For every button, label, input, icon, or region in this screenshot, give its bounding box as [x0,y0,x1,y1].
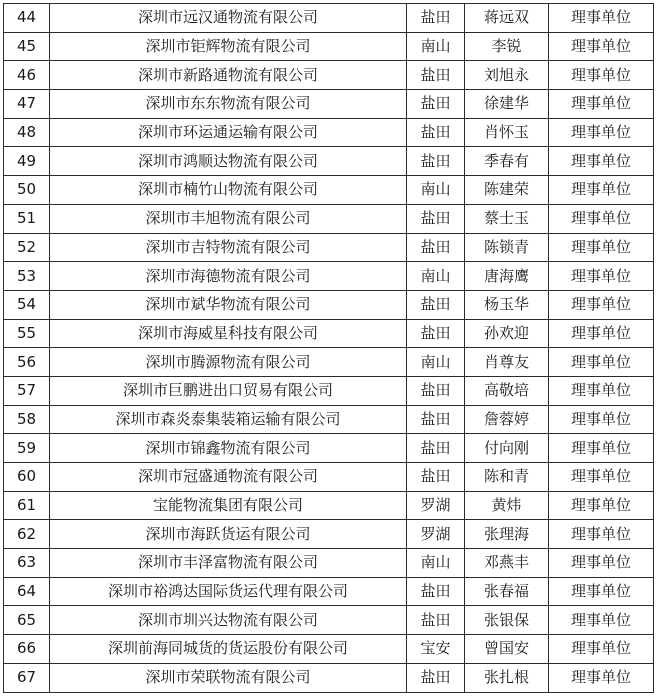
member-role-cell: 理事单位 [549,204,654,233]
district-cell: 罗湖 [407,520,465,549]
member-role-cell: 理事单位 [549,606,654,635]
company-name-cell: 深圳市海威星科技有限公司 [50,319,407,348]
row-number-cell: 62 [4,520,50,549]
company-name-cell: 深圳市海跃货运有限公司 [50,520,407,549]
table-row [4,405,654,434]
company-name-cell: 深圳市荣联物流有限公司 [50,663,407,692]
table-row [4,32,654,61]
member-role-cell: 理事单位 [549,61,654,90]
district-cell: 盐田 [407,204,465,233]
district-cell: 盐田 [407,61,465,90]
table-row [4,90,654,119]
company-name-cell: 宝能物流集团有限公司 [50,491,407,520]
table-row [4,319,654,348]
table-row [4,118,654,147]
district-cell: 盐田 [407,90,465,119]
table-row [4,663,654,692]
contact-person-cell: 张理海 [465,520,549,549]
company-name-cell: 深圳市东东物流有限公司 [50,90,407,119]
district-cell: 罗湖 [407,491,465,520]
member-role-cell: 理事单位 [549,4,654,33]
table-row [4,463,654,492]
district-cell: 盐田 [407,147,465,176]
member-role-cell: 理事单位 [549,290,654,319]
table-row [4,635,654,664]
contact-person-cell: 高敬培 [465,376,549,405]
contact-person-cell: 李锐 [465,32,549,61]
table-row [4,434,654,463]
contact-person-cell: 陈锁青 [465,233,549,262]
company-name-cell: 深圳市森炎泰集装箱运输有限公司 [50,405,407,434]
table-row [4,262,654,291]
company-name-cell: 深圳市钜辉物流有限公司 [50,32,407,61]
member-role-cell: 理事单位 [549,147,654,176]
member-role-cell: 理事单位 [549,405,654,434]
table-row [4,348,654,377]
row-number-cell: 56 [4,348,50,377]
contact-person-cell: 肖怀玉 [465,118,549,147]
row-number-cell: 67 [4,663,50,692]
member-role-cell: 理事单位 [549,520,654,549]
member-role-cell: 理事单位 [549,635,654,664]
member-role-cell: 理事单位 [549,663,654,692]
district-cell: 南山 [407,549,465,578]
contact-person-cell: 蒋远双 [465,4,549,33]
row-number-cell: 46 [4,61,50,90]
contact-person-cell: 张银保 [465,606,549,635]
member-role-cell: 理事单位 [549,434,654,463]
row-number-cell: 61 [4,491,50,520]
contact-person-cell: 张春福 [465,577,549,606]
company-name-cell: 深圳市腾源物流有限公司 [50,348,407,377]
company-name-cell: 深圳市斌华物流有限公司 [50,290,407,319]
row-number-cell: 65 [4,606,50,635]
row-number-cell: 59 [4,434,50,463]
company-name-cell: 深圳市丰泽富物流有限公司 [50,549,407,578]
member-role-cell: 理事单位 [549,549,654,578]
row-number-cell: 55 [4,319,50,348]
table-row [4,577,654,606]
company-name-cell: 深圳市环运通运输有限公司 [50,118,407,147]
district-cell: 盐田 [407,118,465,147]
table-row [4,61,654,90]
company-name-cell: 深圳市冠盛通物流有限公司 [50,463,407,492]
company-name-cell: 深圳市圳兴达物流有限公司 [50,606,407,635]
member-role-cell: 理事单位 [549,348,654,377]
member-role-cell: 理事单位 [549,176,654,205]
company-name-cell: 深圳市远汉通物流有限公司 [50,4,407,33]
contact-person-cell: 曾国安 [465,635,549,664]
district-cell: 南山 [407,262,465,291]
district-cell: 盐田 [407,463,465,492]
row-number-cell: 57 [4,376,50,405]
member-role-cell: 理事单位 [549,118,654,147]
contact-person-cell: 付向刚 [465,434,549,463]
contact-person-cell: 蔡士玉 [465,204,549,233]
company-name-cell: 深圳市裕鸿达国际货运代理有限公司 [50,577,407,606]
member-role-cell: 理事单位 [549,577,654,606]
company-name-cell: 深圳市丰旭物流有限公司 [50,204,407,233]
member-role-cell: 理事单位 [549,376,654,405]
contact-person-cell: 黄炜 [465,491,549,520]
company-name-cell: 深圳市海德物流有限公司 [50,262,407,291]
table-row [4,147,654,176]
district-cell: 盐田 [407,319,465,348]
row-number-cell: 47 [4,90,50,119]
row-number-cell: 51 [4,204,50,233]
member-role-cell: 理事单位 [549,32,654,61]
district-cell: 宝安 [407,635,465,664]
company-name-cell: 深圳市锦鑫物流有限公司 [50,434,407,463]
contact-person-cell: 张扎根 [465,663,549,692]
table-row [4,376,654,405]
row-number-cell: 52 [4,233,50,262]
district-cell: 盐田 [407,663,465,692]
row-number-cell: 44 [4,4,50,33]
row-number-cell: 54 [4,290,50,319]
district-cell: 盐田 [407,376,465,405]
member-role-cell: 理事单位 [549,463,654,492]
table-row [4,290,654,319]
table-body [4,4,654,693]
company-name-cell: 深圳市巨鹏进出口贸易有限公司 [50,376,407,405]
district-cell: 盐田 [407,233,465,262]
row-number-cell: 60 [4,463,50,492]
contact-person-cell: 陈和青 [465,463,549,492]
member-role-cell: 理事单位 [549,90,654,119]
district-cell: 盐田 [407,577,465,606]
contact-person-cell: 詹蓉婷 [465,405,549,434]
district-cell: 南山 [407,348,465,377]
company-name-cell: 深圳市楠竹山物流有限公司 [50,176,407,205]
table-row [4,233,654,262]
contact-person-cell: 肖尊友 [465,348,549,377]
contact-person-cell: 刘旭永 [465,61,549,90]
row-number-cell: 64 [4,577,50,606]
district-cell: 盐田 [407,405,465,434]
member-role-cell: 理事单位 [549,319,654,348]
member-role-cell: 理事单位 [549,262,654,291]
member-role-cell: 理事单位 [549,491,654,520]
row-number-cell: 48 [4,118,50,147]
table-row [4,520,654,549]
table-row [4,491,654,520]
table-row [4,549,654,578]
row-number-cell: 66 [4,635,50,664]
row-number-cell: 53 [4,262,50,291]
row-number-cell: 50 [4,176,50,205]
company-name-cell: 深圳市吉特物流有限公司 [50,233,407,262]
district-cell: 南山 [407,32,465,61]
row-number-cell: 63 [4,549,50,578]
table-row [4,606,654,635]
company-name-cell: 深圳市鸿顺达物流有限公司 [50,147,407,176]
member-role-cell: 理事单位 [549,233,654,262]
table-row [4,176,654,205]
district-cell: 盐田 [407,606,465,635]
company-name-cell: 深圳前海同城货的货运股份有限公司 [50,635,407,664]
contact-person-cell: 孙欢迎 [465,319,549,348]
district-cell: 盐田 [407,290,465,319]
contact-person-cell: 杨玉华 [465,290,549,319]
company-name-cell: 深圳市新路通物流有限公司 [50,61,407,90]
table-row [4,4,654,33]
contact-person-cell: 唐海鹰 [465,262,549,291]
table-row [4,204,654,233]
contact-person-cell: 陈建荣 [465,176,549,205]
contact-person-cell: 邓燕丰 [465,549,549,578]
row-number-cell: 45 [4,32,50,61]
district-cell: 南山 [407,176,465,205]
row-number-cell: 49 [4,147,50,176]
district-cell: 盐田 [407,4,465,33]
member-table [3,3,654,693]
contact-person-cell: 徐建华 [465,90,549,119]
district-cell: 盐田 [407,434,465,463]
contact-person-cell: 季春有 [465,147,549,176]
row-number-cell: 58 [4,405,50,434]
